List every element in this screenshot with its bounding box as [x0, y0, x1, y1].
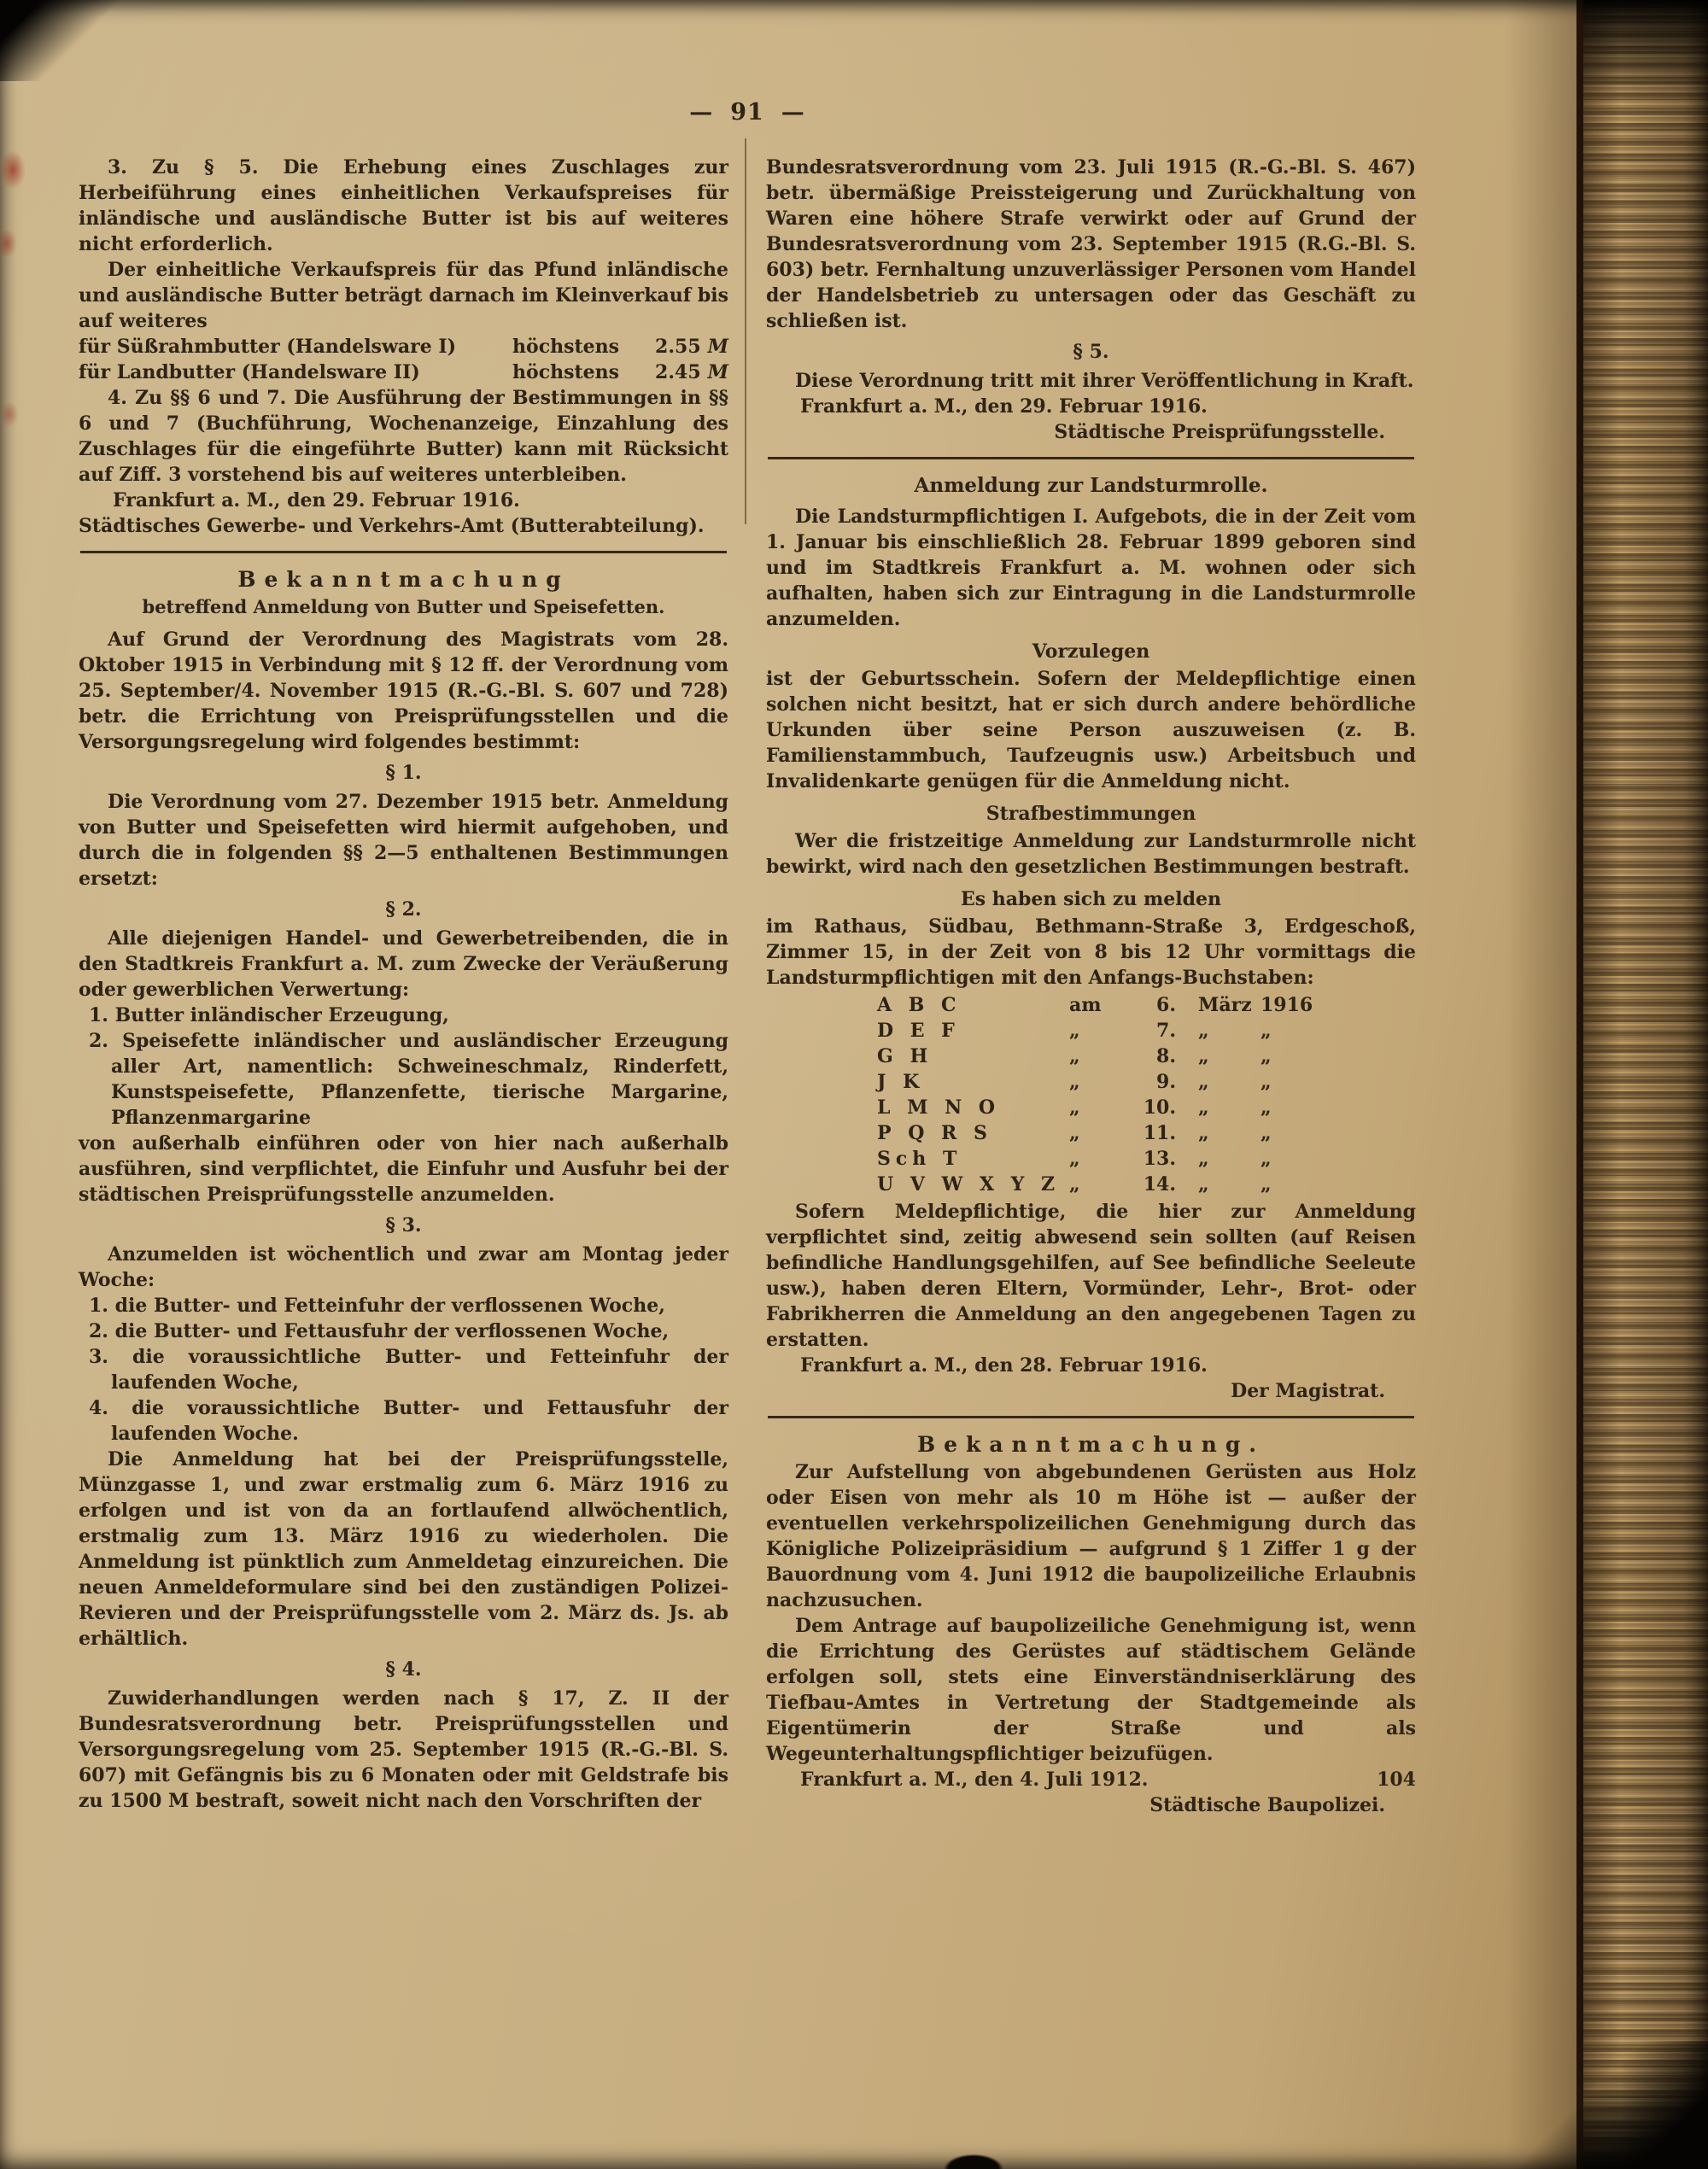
month-cell: „	[1198, 1071, 1209, 1093]
letters-cell: A B C	[877, 994, 962, 1016]
price-value: 2.55	[655, 336, 701, 358]
date-line: Frankfurt a. M., den 29. Februar 1916.	[800, 395, 1208, 418]
section-mark: § 2.	[385, 898, 422, 921]
paragraph: Auf Grund der Verordnung des Magistrats vom 28. Oktober 1915 in Verbindung mit § 12 ff. der Verordnung vom 25. September/4. November 1915 (R.-G.-Bl. S. 607 und 728) betr. die Errichtung von Preisprüfungsstellen und die Versorgungsregelung wird folgendes bestimmt:	[79, 628, 728, 753]
price-label: für Süßrahmbutter (Handelsware I)	[79, 336, 457, 358]
paragraph: Zur Aufstellung von abgebundenen Gerüsten aus Holz oder Eisen von mehr als 10 m Höhe ist — außer der eventuellen verkehrspolizeilichen Genehmigung durch das Königliche Polizeipräsidium — aufgrund § 1 Ziffer 1 g der Bauordnung vom 4. Juni 1912 die baupolizeiliche Erlaubnis nachzusuchen.	[766, 1461, 1416, 1611]
year-cell: „	[1261, 1148, 1272, 1170]
signature-line: Städtisches Gewerbe- und Verkehrs-Amt (Butterabteilung).	[79, 515, 705, 537]
announcement-heading: Anmeldung zur Landsturmrolle.	[914, 474, 1268, 497]
year-cell: 1916	[1261, 994, 1313, 1016]
mark-currency-sign: M	[707, 336, 728, 358]
letters-cell: U V W X Y Z	[877, 1173, 1061, 1196]
day-cell: 8.	[1156, 1045, 1176, 1067]
am-cell: „	[1069, 1071, 1080, 1093]
signature-line: Der Magistrat.	[1231, 1380, 1385, 1402]
subsection-heading: Es haben sich zu melden	[960, 888, 1222, 910]
right-column	[766, 155, 1416, 1818]
schedule-row	[877, 992, 1416, 1018]
day-cell: 7.	[1156, 1020, 1176, 1042]
month-cell: „	[1198, 1148, 1209, 1170]
announcement-heading: Bekanntmachung	[237, 567, 570, 592]
header-dash: —	[689, 99, 714, 126]
schedule-row	[877, 1146, 1416, 1172]
month-cell: „	[1198, 1020, 1209, 1042]
paragraph: Die Verordnung vom 27. Dezember 1915 betr. Anmeldung von Butter und Speisefetten wird hiermit aufgehoben, und durch die in folgenden §§ 2—5 enthaltenen Bestimmungen ersetzt:	[79, 791, 728, 890]
price-label: für Landbutter (Handelsware II)	[79, 361, 420, 383]
paragraph: Der einheitliche Verkaufspreis für das Pfund inländische und ausländische Butter beträgt darnach im Kleinverkauf bis auf weiteres	[79, 259, 728, 332]
day-cell: 11.	[1143, 1122, 1176, 1144]
schedule-row	[877, 1095, 1416, 1120]
month-cell: März	[1198, 994, 1252, 1016]
day-cell: 9.	[1156, 1071, 1176, 1093]
schedule-row	[877, 1120, 1416, 1146]
am-cell: „	[1069, 1173, 1080, 1196]
date-and-number-row	[766, 1767, 1416, 1792]
paragraph: Die Anmeldung hat bei der Preisprüfungsstelle, Münzgasse 1, und zwar erstmalig zum 6. März 1916 zu erfolgen und ist von da an fortlaufend allwöchentlich, erstmalig zum 13. März 1916 zu wiederholen. Die Anmeldung ist pünktlich zum Anmeldetag einzureichen. Die neuen Anmeldeformulare sind bei den zuständigen Polizei-Revieren und der Preisprüfungsstelle vom 2. März ds. Js. ab erhältlich.	[79, 1448, 728, 1650]
day-cell: 10.	[1143, 1096, 1176, 1119]
two-column-layout	[79, 155, 1416, 1818]
bottom-edge-notch	[939, 2152, 1008, 2169]
announcement-subheading: betreffend Anmeldung von Butter und Speisefetten.	[142, 596, 665, 617]
schedule-row	[877, 1044, 1416, 1069]
paragraph: von außerhalb einführen oder von hier nach außerhalb ausführen, sind verpflichtet, die Einfuhr und Ausfuhr bei der städtischen Preisprüfungsstelle anzumelden.	[79, 1132, 728, 1206]
page-content	[79, 99, 1416, 1818]
paragraph: Die Landsturmpflichtigen I. Aufgebots, die in der Zeit vom 1. Januar bis einschließlich 28. Februar 1899 geboren sind und im Stadtkreis Frankfurt a. M. wohnen oder sich aufhalten, haben sich zur Eintragung in die Landsturmrolle anzumelden.	[766, 506, 1416, 630]
page-number-value: 91	[730, 99, 764, 126]
year-cell: „	[1261, 1071, 1272, 1093]
left-column	[79, 155, 728, 1814]
section-mark: § 5.	[1073, 341, 1109, 363]
mark-currency-sign: M	[707, 361, 728, 383]
am-cell: „	[1069, 1148, 1080, 1170]
list-item: 1. Butter inländischer Erzeugung,	[89, 1004, 449, 1026]
price-qualifier: höchstens	[512, 336, 620, 358]
paragraph: im Rathaus, Südbau, Bethmann-Straße 3, Erdgeschoß, Zimmer 15, in der Zeit von 8 bis 12 Uhr vormittags die Landsturmpflichtigen mit den Anfangs-Buchstaben:	[766, 915, 1416, 989]
subsection-heading: Strafbestimmungen	[986, 803, 1196, 825]
paragraph: Alle diejenigen Handel- und Gewerbetreibenden, die in den Stadtkreis Frankfurt a. M. zum Zwecke der Veräußerung oder gewerblichen Verwertung:	[79, 927, 728, 1001]
year-cell: „	[1261, 1096, 1272, 1119]
month-cell: „	[1198, 1096, 1209, 1119]
day-cell: 14.	[1143, 1173, 1176, 1196]
am-cell: „	[1069, 1020, 1080, 1042]
year-cell: „	[1261, 1045, 1272, 1067]
page-number	[79, 99, 1416, 126]
list-item: 2. die Butter- und Fettausfuhr der verflossenen Woche,	[89, 1320, 670, 1342]
price-qualifier: höchstens	[512, 361, 620, 383]
list-item: 2. Speisefette inländischer und ausländischer Erzeugung aller Art, namentlich: Schweineschmalz, Rinderfett, Kunstspeisefette, Pflanzenfette, tierische Margarine, Pflanzenmargarine	[89, 1030, 728, 1129]
section-mark: § 3.	[385, 1214, 422, 1237]
letters-cell: L M N O	[877, 1096, 1001, 1119]
letters-cell: J K	[877, 1071, 925, 1093]
schedule-row	[877, 1018, 1416, 1044]
section-mark: § 1.	[385, 762, 422, 784]
list-item: 3. die voraussichtliche Butter- und Fetteinfuhr der laufenden Woche,	[89, 1346, 728, 1394]
date-line: Frankfurt a. M., den 4. Juli 1912.	[800, 1769, 1149, 1791]
price-row	[79, 334, 728, 360]
letters-cell: G H	[877, 1045, 933, 1067]
paragraph: Diese Verordnung tritt mit ihrer Veröffentlichung in Kraft.	[795, 370, 1414, 392]
paragraph: Anzumelden ist wöchentlich und zwar am Montag jeder Woche:	[79, 1243, 728, 1291]
price-value: 2.45	[655, 361, 701, 383]
paragraph: Wer die fristzeitige Anmeldung zur Landsturmrolle nicht bewirkt, wird nach den gesetzlichen Bestimmungen bestraft.	[766, 830, 1416, 878]
header-dash: —	[781, 99, 805, 126]
registration-schedule	[877, 992, 1416, 1197]
paragraph: Zuwiderhandlungen werden nach § 17, Z. II der Bundesratsverordnung betr. Preisprüfungsstellen und Versorgungsregelung vom 25. September 1915 (R.-G.-Bl. S. 607) mit Gefängnis bis zu 6 Monaten oder mit Geldstrafe bis zu 1500 M bestraft, soweit nicht nach den Vorschriften der	[79, 1687, 728, 1812]
signature-line: Städtische Baupolizei.	[1149, 1794, 1385, 1816]
date-line: Frankfurt a. M., den 29. Februar 1916.	[113, 489, 520, 512]
list-item: 1. die Butter- und Fetteinfuhr der verflossenen Woche,	[89, 1295, 665, 1317]
am-cell: am	[1069, 994, 1102, 1016]
month-cell: „	[1198, 1045, 1209, 1067]
letters-cell: D E F	[877, 1020, 960, 1042]
announcement-heading: Bekanntmachung.	[916, 1432, 1266, 1457]
section-divider-rule	[768, 457, 1414, 459]
paragraph: Dem Antrage auf baupolizeiliche Genehmigung ist, wenn die Errichtung des Gerüstes auf städtischem Gelände erfolgen soll, stets eine Einverständniserklärung des Tiefbau-Amtes in Vertretung der Stadtgemeinde als Eigentümerin der Straße und als Wegeunterhaltungspflichtiger beizufügen.	[766, 1615, 1416, 1765]
paragraph: ist der Geburtsschein. Sofern der Meldepflichtige einen solchen nicht besitzt, hat er sich durch andere behördliche Urkunden über seine Person auszuweisen (z. B. Familienstammbuch, Taufzeugnis usw.) Arbeitsbuch und Invalidenkarte genügen für die Anmeldung nicht.	[766, 668, 1416, 792]
day-cell: 6.	[1156, 994, 1176, 1016]
year-cell: „	[1261, 1122, 1272, 1144]
list-item: 4. die voraussichtliche Butter- und Fettausfuhr der laufenden Woche.	[89, 1397, 728, 1445]
am-cell: „	[1069, 1096, 1080, 1119]
day-cell: 13.	[1143, 1148, 1176, 1170]
am-cell: „	[1069, 1045, 1080, 1067]
schedule-row	[877, 1172, 1416, 1197]
am-cell: „	[1069, 1122, 1080, 1144]
price-row	[79, 360, 728, 385]
section-mark: § 4.	[385, 1658, 422, 1681]
month-cell: „	[1198, 1173, 1209, 1196]
section-divider-rule	[80, 551, 727, 553]
paragraph: Sofern Meldepflichtige, die hier zur Anmeldung verpflichtet sind, zeitig abwesend sein sollten (auf Reisen befindliche Handlungsgehilfen, auf See befindliche Seeleute usw.), haben deren Eltern, Vormünder, Lehr-, Brot- oder Fabrikherren die Anmeldung an den angegebenen Tagen zu erstatten.	[766, 1201, 1416, 1351]
book-page-edges	[1576, 0, 1708, 2169]
year-cell: „	[1261, 1173, 1272, 1196]
year-cell: „	[1261, 1020, 1272, 1042]
schedule-row	[877, 1069, 1416, 1095]
document-number: 104	[1377, 1769, 1416, 1791]
subsection-heading: Vorzulegen	[1032, 640, 1150, 663]
dark-corner-top-left	[0, 0, 128, 81]
signature-line: Städtische Preisprüfungsstelle.	[1054, 421, 1385, 443]
paragraph: Bundesratsverordnung vom 23. Juli 1915 (R.-G.-Bl. S. 467) betr. übermäßige Preissteigerung und Zurückhaltung von Waren eine höhere Strafe verwirkt oder auf Grund der Bundesratsverordnung vom 23. September 1915 (R.G.-Bl. S. 603) betr. Fernhaltung unzuverlässiger Personen vom Handel der Handelsbetrieb zu untersagen oder das Geschäft zu schließen ist.	[766, 156, 1416, 332]
date-line: Frankfurt a. M., den 28. Februar 1916.	[800, 1354, 1208, 1377]
letters-cell: Sch T	[877, 1148, 962, 1170]
paragraph: 4. Zu §§ 6 und 7. Die Ausführung der Bestimmungen in §§ 6 und 7 (Buchführung, Wochenanzeige, Einzahlung des Zuschlages für die eingeführte Butter) kann mit Rücksicht auf Ziff. 3 vorstehend bis auf weiteres unterbleiben.	[79, 387, 728, 486]
section-divider-rule	[768, 1416, 1414, 1418]
month-cell: „	[1198, 1122, 1209, 1144]
dark-corner-bottom-right	[1512, 2041, 1708, 2169]
letters-cell: P Q R S	[877, 1122, 992, 1144]
paragraph: 3. Zu § 5. Die Erhebung eines Zuschlages zur Herbeiführung eines einheitlichen Verkaufspreises für inländische und ausländische Butter ist bis auf weiteres nicht erforderlich.	[79, 156, 728, 255]
